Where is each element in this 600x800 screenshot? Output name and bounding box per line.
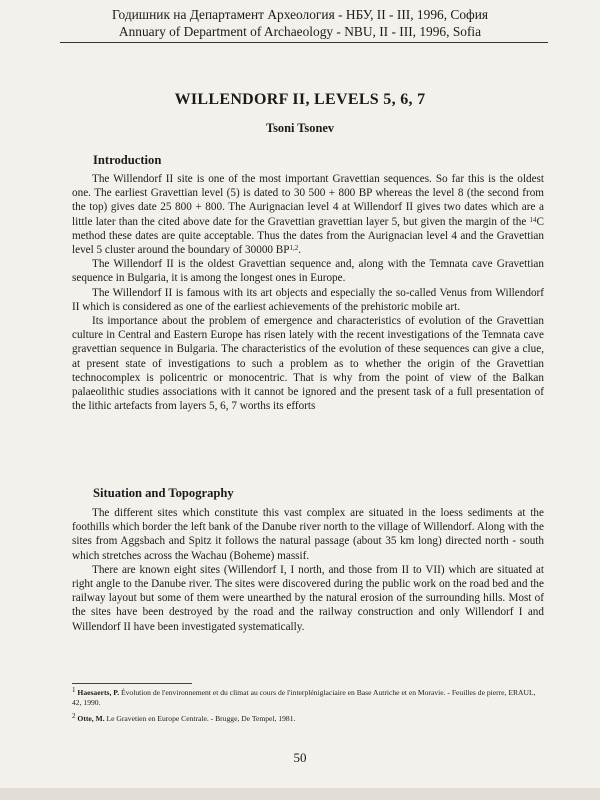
footnote — [72, 714, 544, 724]
section-heading-situation: Situation and Topography — [93, 486, 234, 500]
paragraph: The different sites which constitute this vast complex are situated in the loess sediments at the foothills which border the left bank of the Danube river north to the village of Willendorf. Along with the sites from Aggsbach and Spitz it follows the natural passage (about 35 km long) directed north - south which stretches across the Wachau (Boheme) massif. — [72, 507, 544, 562]
paragraph: The Willendorf II is the oldest Gravettian sequence and, along with the Temnata cave Gravettian sequence in Bulgaria, it is among the longest ones in Europe. — [72, 258, 544, 285]
footnote-author: Otte, M. — [77, 714, 105, 723]
page-number: 50 — [293, 750, 307, 765]
article-title: WILLENDORF II, LEVELS 5, 6, 7 — [174, 91, 426, 108]
paragraph — [72, 172, 544, 257]
footnote-author: Haesaerts, P. — [77, 688, 120, 697]
paragraph-text: . — [298, 244, 302, 257]
header-line-english: Annuary of Department of Archaeology - NBU, II - III, 1996, Sofia — [118, 24, 482, 39]
footnote-number: 1 — [72, 686, 76, 694]
header-divider — [60, 42, 548, 43]
section-heading-introduction: Introduction — [93, 153, 162, 167]
isotope-superscript: 14 — [529, 215, 537, 224]
paragraph: There are known eight sites (Willendorf I, I north, and those from II to VII) which are situated at right angle to the Danube river. The sites were discovered during the public work on the road bed and the railway layout but some of them were unearthed by the natural erosion of the surrounding hills. Most of the sites have been destroyed by the road and the railway construction and only Willendorf I and Willendorf II have been investigated systematically. — [72, 563, 544, 633]
paragraph: Its importance about the problem of emergence and characteristics of evolution of the Gravettian culture in Central and Eastern Europe has risen lately with the recent investigations of the Temnata cave gravettian sequence in Bulgaria. The characteristics of the evolution of these sequences can give a clue, at present state of investigations to such a problem as to whether the origin of the Gravettian technocomplex is policentric or monocentric. That is why from the point of view of the Balkan palaeolithic studies associations with it cannot be ignored and the present task of a full presentation of the lithic artefacts from layers 5, 6, 7 worths its efforts — [72, 315, 544, 413]
paragraph: The Willendorf II is famous with its art objects and especially the so-called Venus from Willendorf II which is considered as one of the earliest achievements of the prehistoric mobile art. — [72, 286, 544, 313]
footnotes — [72, 688, 544, 730]
footnote — [72, 688, 544, 708]
footnote-text: Le Gravetien en Europe Centrale. - Brugge, De Tempel, 1981. — [104, 714, 296, 723]
footnote-reference: 1,2 — [289, 244, 299, 253]
footnote-text: Évolution de l'environnement et du climat au cours de l'interpléniglaciaire en Base Autriche et en Moravie. - Feuilles de pierre, ERAUL, 42, 1990. — [72, 688, 536, 707]
footnote-number: 2 — [72, 712, 76, 720]
running-header — [0, 6, 600, 40]
paragraph-text: The Willendorf II site is one of the most important Gravettian sequences. So far this is the oldest one. The earliest Gravettian level (5) is dated to 30 500 + 800 BP whereas the level 8 (the second from the top) gives date 25 800 + 800. The Aurignacian level 4 at Willendorf II gives two dates which are a little later than the cited above date for the Gravettian gravettian layer 5, but given the margin of the — [72, 173, 544, 228]
scan-edge — [0, 788, 600, 800]
situation-body — [72, 506, 544, 634]
footnote-divider — [72, 683, 192, 684]
introduction-body — [72, 172, 544, 413]
paragraph-text: C method these dates are quite acceptable. Thus the dates from the Aurignacian level 4 and the Gravettian level 5 cluster around the boundary of 30000 BP — [72, 215, 544, 257]
article-author: Tsoni Tsonev — [265, 121, 335, 135]
header-line-bulgarian: Годишник на Департамент Археология - НБУ, II - III, 1996, София — [111, 7, 489, 22]
